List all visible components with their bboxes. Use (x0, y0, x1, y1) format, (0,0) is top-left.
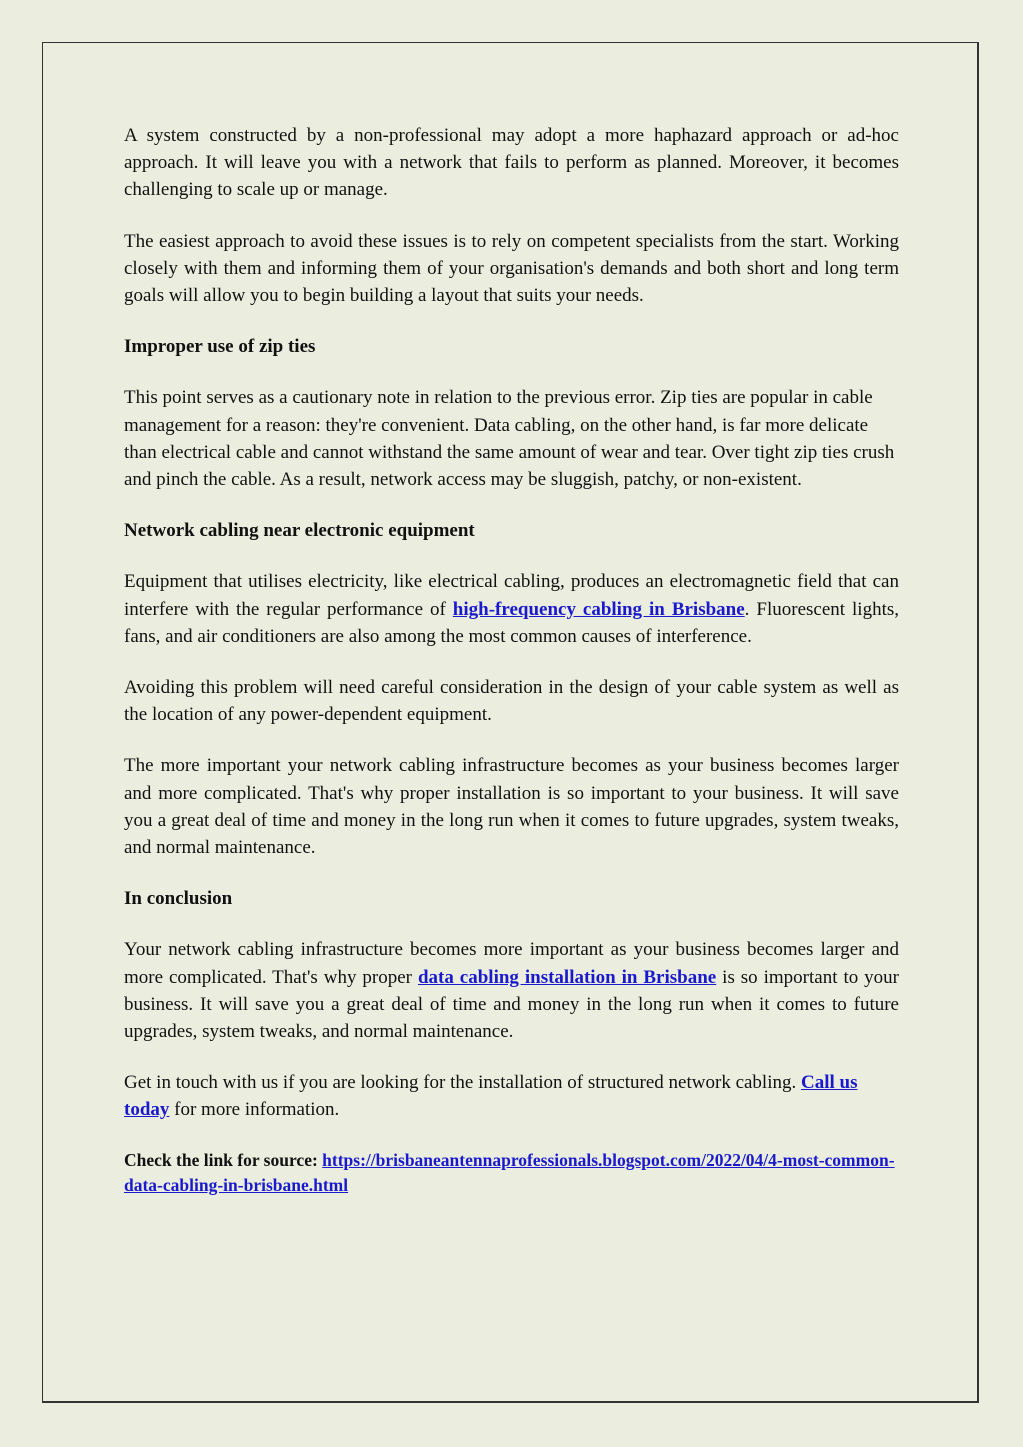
paragraph-text: Equipment that utilises electricity, like electrical cabling, produces an electromagnetic field that can interfere with the regular performance of (124, 571, 899, 620)
paragraph-contact (124, 1069, 899, 1123)
paragraph-electromagnetic-interference (124, 568, 899, 650)
paragraph-conclusion (124, 936, 899, 1045)
heading-electronic-equipment: Network cabling near electronic equipment (124, 520, 475, 542)
paragraph-haphazard-approach: A system constructed by a non-professional may adopt a more haphazard approach or ad-hoc approach. It will leave you with a network that fails to perform as planned. Moreover, it becomes challenging to scale up or manage. (124, 125, 899, 201)
paragraph-text: for more information. (169, 1099, 340, 1121)
paragraph-text: is so important to your business. It will save you a great deal of time and money in the long run when it comes to future upgrades, system tweaks, and normal maintenance. (124, 966, 899, 1043)
source-label: Check the link for source: (124, 1149, 323, 1170)
document-body (124, 122, 899, 1198)
paragraph-zip-ties: This point serves as a cautionary note in relation to the previous error. Zip ties are popular in cable management for a reason: they're convenient. Data cabling, on the other hand, is far more delicate than electrical cable and cannot withstand the same amount of wear and tear. Over tight zip ties crush and pinch the cable. As a result, network access may be sluggish, patchy, or non-existent. (124, 387, 895, 491)
link-call-us-today[interactable]: Call us today (124, 1072, 858, 1121)
paragraph-competent-specialists: The easiest approach to avoid these issues is to rely on competent specialists from the start. Working closely with them and informing them of your organisation's demands and both short and long term goals will allow you to begin building a layout that suits your needs. (124, 230, 899, 307)
heading-conclusion: In conclusion (124, 888, 233, 910)
paragraph-text: Your network cabling infrastructure becomes more important as your business becomes larger and more complicated. That's why proper (124, 939, 899, 988)
link-data-cabling-installation[interactable]: data cabling installation in Brisbane (417, 966, 717, 988)
paragraph-text: . Fluorescent lights, fans, and air conditioners are also among the most common causes of interference. (124, 598, 899, 647)
paragraph-text: Get in touch with us if you are looking for the installation of structured network cabling. (124, 1072, 801, 1094)
link-high-frequency-cabling[interactable]: high-frequency cabling in Brisbane (452, 598, 745, 620)
paragraph-infrastructure-importance: The more important your network cabling infrastructure becomes as your business becomes larger and more complicated. That's why proper installation is so important to your business. It will save you a great deal of time and money in the long run when it comes to future upgrades, system tweaks, and normal maintenance. (124, 755, 899, 859)
paragraph-avoiding-problem: Avoiding this problem will need careful consideration in the design of your cable system as well as the location of any power-dependent equipment. (124, 677, 899, 726)
heading-zip-ties: Improper use of zip ties (124, 336, 316, 358)
source-url-link[interactable]: https://brisbaneantennaprofessionals.blogspot.com/2022/04/4-most-common-data-cabling-in-brisbane.html (124, 1149, 895, 1195)
source-citation (124, 1148, 899, 1198)
